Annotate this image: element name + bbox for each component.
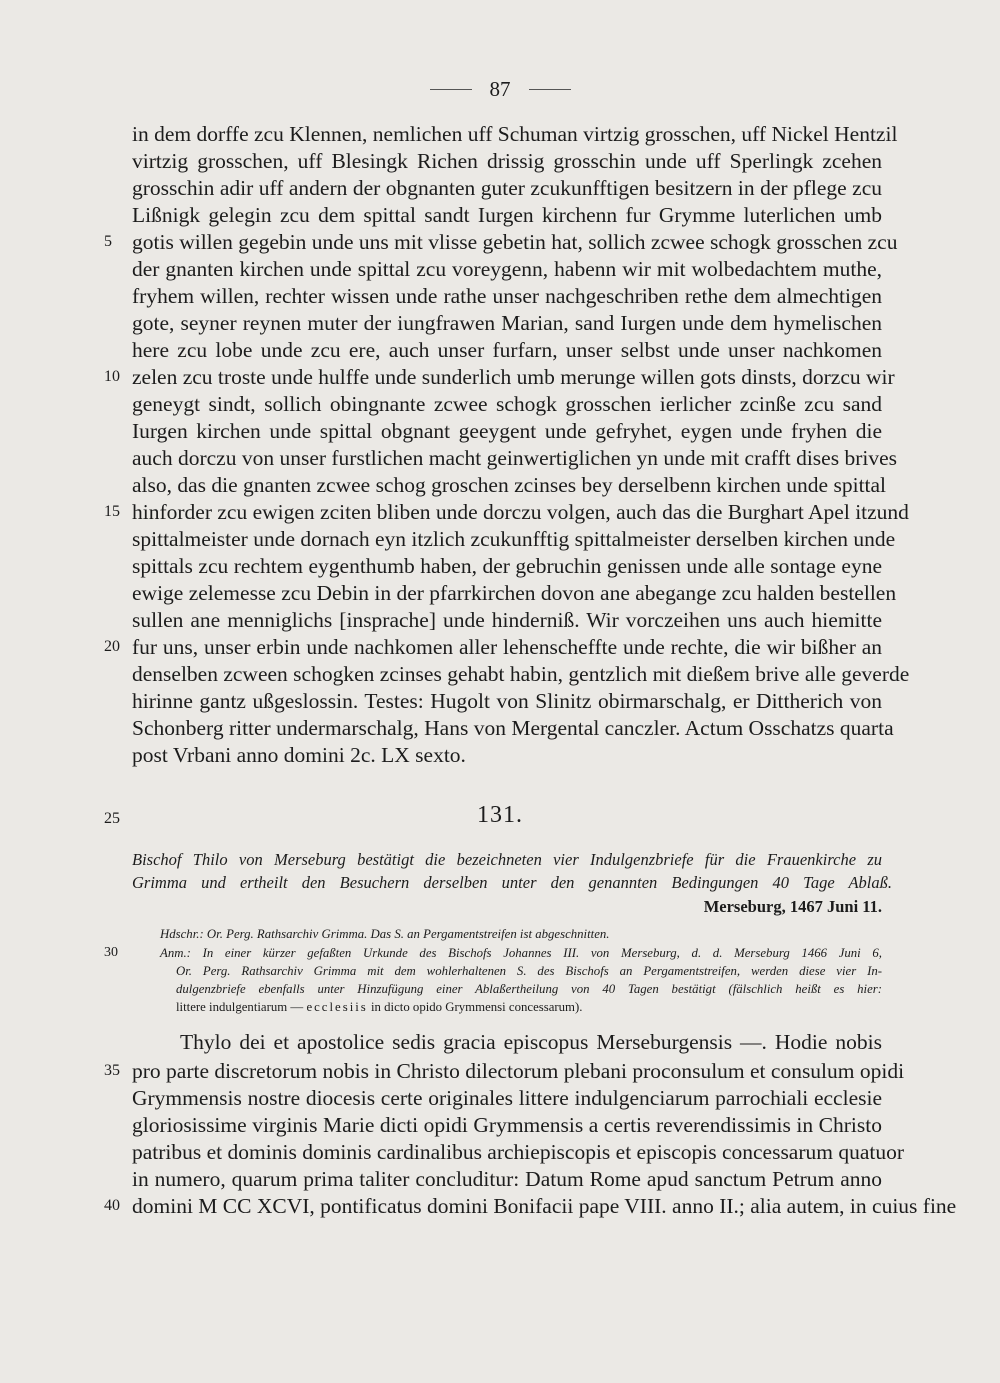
text-line: domini M CC XCVI, pontificatus domini Bonifacii pape VIII. anno II.; alia autem, in cuius fine [132,1194,957,1218]
note-anm: dulgenzbriefe ebenfalls unter Hinzufügung einer Ablaßertheilung von 40 Tagen bestätigt (fälschlich heißt es hier: [176,982,882,996]
charter-line: hirinne gantz ußgeslossin. Testes: Hugolt von Slinitz obirmarschalg, er Dittherich von [132,689,882,713]
charter-line: sullen ane menniglichs [insprache] unde hinderniß. Wir vorczeihen uns auch hiemitte [132,608,882,632]
regest-line: Grimma und ertheilt den Besuchern derselben unter den genannten Bedingungen 40 Tage Ablaß. [132,873,892,892]
charter-line: auch dorczu von unser furstlichen macht geinwertiglichen yn unde mit crafft dises brives [132,446,898,470]
regest-line: Bischof Thilo von Merseburg bestätigt die bezeichneten vier Indulgenzbriefe für die Frauenkirche zu [132,850,882,869]
note-anm-end [176,998,882,1016]
charter-line: Schonberg ritter undermarschalg, Hans von Mergental canczler. Actum Osschatzs quarta [132,716,894,740]
charter-line: grosschin adir uff andern der obgnanten guter zcukunfftigen besitzern in der pflege zcu [132,176,882,200]
note-anm: Or. Perg. Rathsarchiv Grimma mit dem wohlerhaltenen S. des Bischofs an Pergamentstreifen, werden diese vier In- [176,964,882,978]
line-number: 25 [104,810,120,827]
charter-line: spittals zcu rechtem eygenthumb haben, der gebruchin genissen unde alle sontage eyne [132,554,882,578]
charter-line: gote, seyner reynen muter der iungfrawen Marian, sand Iurgen unde dem hymelischen [132,311,882,335]
page-header [0,74,1000,104]
line-number: 40 [104,1197,120,1214]
charter-line: Lißnigk gelegin zcu dem spittal sandt Iurgen kirchenn fur Grymme luterlichen umb [132,203,882,227]
charter-line: zelen zcu troste unde hulffe unde sunderlich umb merunge willen gots dinsts, dorzcu wir [132,365,895,389]
text-line: Grymmensis nostre diocesis certe originales littere indulgenciarum parrochiali ecclesie [132,1086,882,1110]
text-line: pro parte discretorum nobis in Christo dilectorum plebani proconsulum et consulum opidi [132,1059,905,1083]
charter-line: in dem dorffe zcu Klennen, nemlichen uff Schuman virtzig grosschen, uff Nickel Hentzil [132,122,898,146]
charter-line: der gnanten kirchen unde spittal zcu voreygenn, habenn wir mit wolbedachtem muthe, [132,257,882,281]
charter-line: ewige zelemesse zcu Debin in der pfarrkirchen dovon ane abegange zcu halden bestellen [132,581,897,605]
line-number: 20 [104,638,120,655]
charter-line: fryhem willen, rechter wissen unde rathe unser nachgeschriben rethe dem almechtigen [132,284,882,308]
line-number: 30 [104,945,118,960]
text-line: in numero, quarum prima taliter concluditur: Datum Rome apud sanctum Petrum anno [132,1167,882,1191]
page-number: 87 [489,76,511,101]
line-number: 10 [104,368,120,385]
note-fragment: in dicto opido Grymmensi concessarum). [367,1000,583,1014]
charter-line: Iurgen kirchen unde spittal obgnant geeygent unde gefryhet, eygen unde fryhen die [132,419,882,443]
charter-line: geneygt sindt, sollich obingnante zcwee schogk grosschen ierlicher zcinße zcu sand [132,392,882,416]
charter-line: gotis willen gegebin unde uns mit vlisse gebetin hat, sollich zcwee schogk grosschen zcu [132,230,898,254]
charter-line: post Vrbani anno domini 2c. LX sexto. [132,743,466,767]
charter-line: here zcu lobe unde zcu ere, auch unser furfarn, unser selbst unde unser nachkomen [132,338,882,362]
document-number: 131. [477,802,523,828]
line-number: 5 [104,233,112,250]
charter-line: fur uns, unser erbin unde nachkomen aller lehenscheffte unde rechte, die wir bißher an [132,635,882,659]
note-hdschr: Hdschr.: Or. Perg. Rathsarchiv Grimma. Das S. an Pergamentstreifen ist abgeschnitten. [160,927,610,941]
charter-line: hinforder zcu ewigen zciten bliben unde dorczu volgen, auch das die Burghart Apel itzund [132,500,909,524]
dateline: Merseburg, 1467 Juni 11. [703,897,882,916]
note-fragment: littere indulgentiarum — [176,1000,307,1014]
header-rule-right [529,89,571,90]
note-spaced-word: ecclesiis [306,1000,368,1014]
charter-line: spittalmeister unde dornach eyn itzlich zcukunfftig spittalmeister derselben kirchen unde [132,527,896,551]
line-number: 15 [104,503,120,520]
text-line: patribus et dominis dominis cardinalibus archiepiscopis et episcopis concessarum quatuor [132,1140,905,1164]
header-rule-left [430,89,472,90]
charter-line: also, das die gnanten zcwee schog groschen zcinses bey derselbenn kirchen unde spittal [132,473,887,497]
charter-line: denselben zcween schogken zcinses gehabt habin, gentzlich mit dießem brive alle geverde [132,662,910,686]
text-line: Thylo dei et apostolice sedis gracia episcopus Merseburgensis —. Hodie nobis [180,1030,882,1054]
line-number: 35 [104,1062,120,1079]
text-line: gloriosissime virginis Marie dicti opidi Grymmensis a certis reverendissimis in Christo [132,1113,882,1137]
note-anm: Anm.: In einer kürzer gefaßten Urkunde des Bischofs Johannes III. von Merseburg, d. d. Merseburg 1466 Juni 6, [160,946,882,960]
charter-line: virtzig grosschen, uff Blesingk Richen drissig grosschin unde uff Sperlingk zcehen [132,149,882,173]
